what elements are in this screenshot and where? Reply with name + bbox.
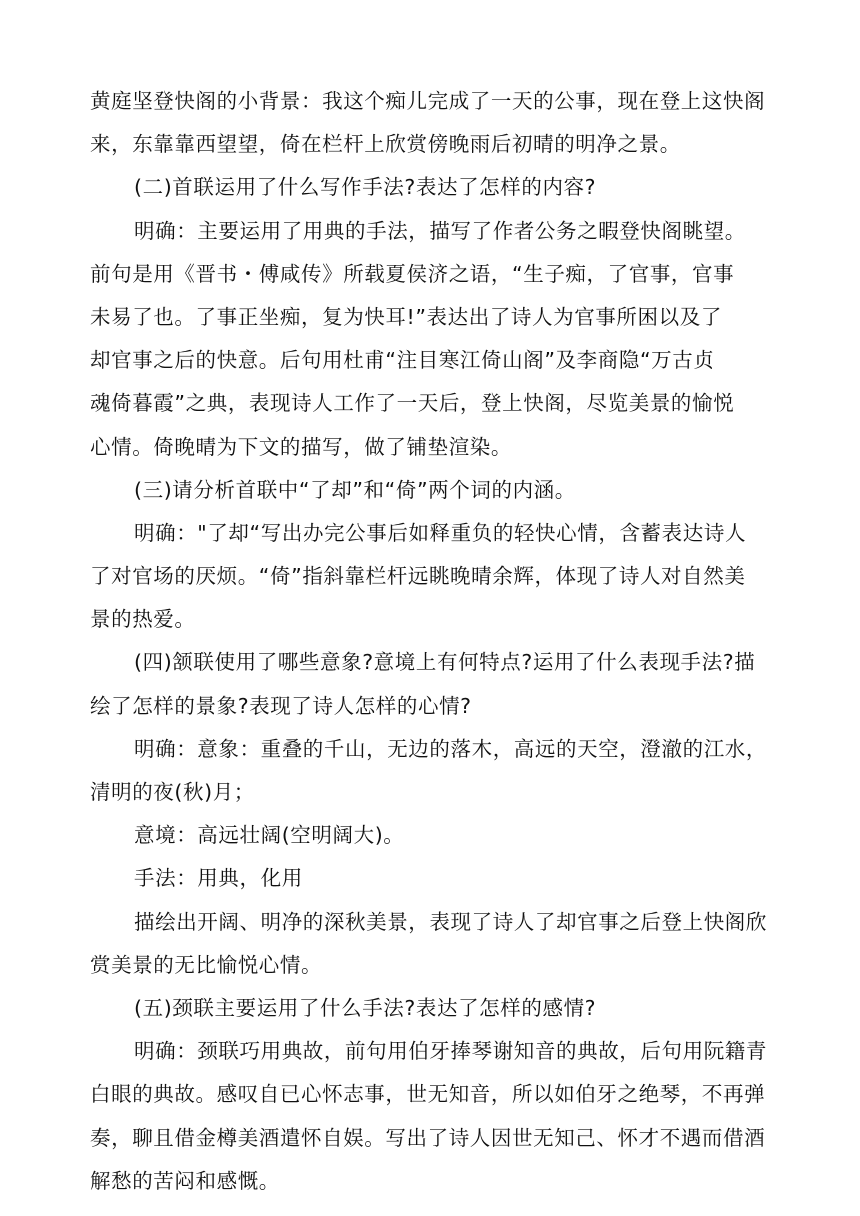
text-line: 了对官场的厌烦。“倚”指斜靠栏杆远眺晚晴余辉，体现了诗人对自然美 — [90, 564, 746, 589]
answer-line: 明确："了却“写出办完公事后如释重负的轻快心情，含蓄表达诗人 — [134, 520, 747, 545]
question-heading: (五)颈联主要运用了什么手法?表达了怎样的感情? — [134, 995, 597, 1020]
text-line: 来，东靠靠西望望，倚在栏杆上欣赏傍晚雨后初晴的明净之景。 — [90, 132, 681, 157]
question-heading: (二)首联运用了什么写作手法?表达了怎样的内容? — [134, 175, 597, 200]
text-line: 魂倚暮霞”之典，表现诗人工作了一天后，登上快阁，尽览美景的愉悦 — [90, 391, 735, 416]
text-line: 黄庭坚登快阁的小背景：我这个痴儿完成了一天的公事，现在登上这快阁 — [90, 89, 766, 113]
text-line: 未易了也。了事正坐痴，复为快耳!”表达出了诗人为官事所困以及了 — [90, 304, 722, 329]
document-page — [90, 80, 780, 1203]
answer-line: 明确：主要运用了用典的手法，描写了作者公务之暇登快阁眺望。 — [134, 218, 746, 243]
text-line: 奏，聊且借金樽美酒遣怀自娱。写出了诗人因世无知己、怀才不遇而借酒 — [90, 1125, 766, 1150]
answer-line: 明确：意象：重叠的千山，无边的落木，高远的天空，澄澈的江水， — [134, 736, 767, 761]
text-line: 景的热爱。 — [90, 607, 196, 632]
text-line: 绘了怎样的景象?表现了诗人怎样的心情? — [90, 693, 472, 718]
text-line: 白眼的典故。感叹自已心怀志事，世无知音，所以如伯牙之绝琴，不再弹 — [90, 1082, 766, 1107]
text-line: 解愁的苦闷和感慨。 — [90, 1168, 280, 1193]
text-line: 心情。倚晚晴为下文的描写，做了铺垫渲染。 — [90, 434, 512, 459]
question-heading: (四)颔联使用了哪些意象?意境上有何特点?运用了什么表现手法?描 — [134, 650, 756, 675]
text-line: 却官事之后的快意。后句用杜甫“注目寒江倚山阁”及李商隐“万古贞 — [90, 348, 715, 373]
question-heading: (三)请分析首联中“了却”和“倚”两个词的内涵。 — [134, 477, 576, 502]
answer-line: 意境：高远壮阔(空明阔大)。 — [134, 823, 405, 848]
text-line: 前句是用《晋书・傅咸传》所载夏侯济之语，“生子痴，了官事，官事 — [90, 261, 735, 286]
answer-line: 明确：颈联巧用典故，前句用伯牙捧琴谢知音的典故，后句用阮籍青 — [134, 1039, 767, 1064]
answer-line: 描绘出开阔、明净的深秋美景，表现了诗人了却官事之后登上快阁欣 — [134, 909, 767, 934]
answer-line: 手法：用典，化用 — [134, 866, 303, 891]
text-line: 赏美景的无比愉悦心情。 — [90, 952, 323, 977]
text-line: 清明的夜(秋)月； — [90, 780, 255, 804]
